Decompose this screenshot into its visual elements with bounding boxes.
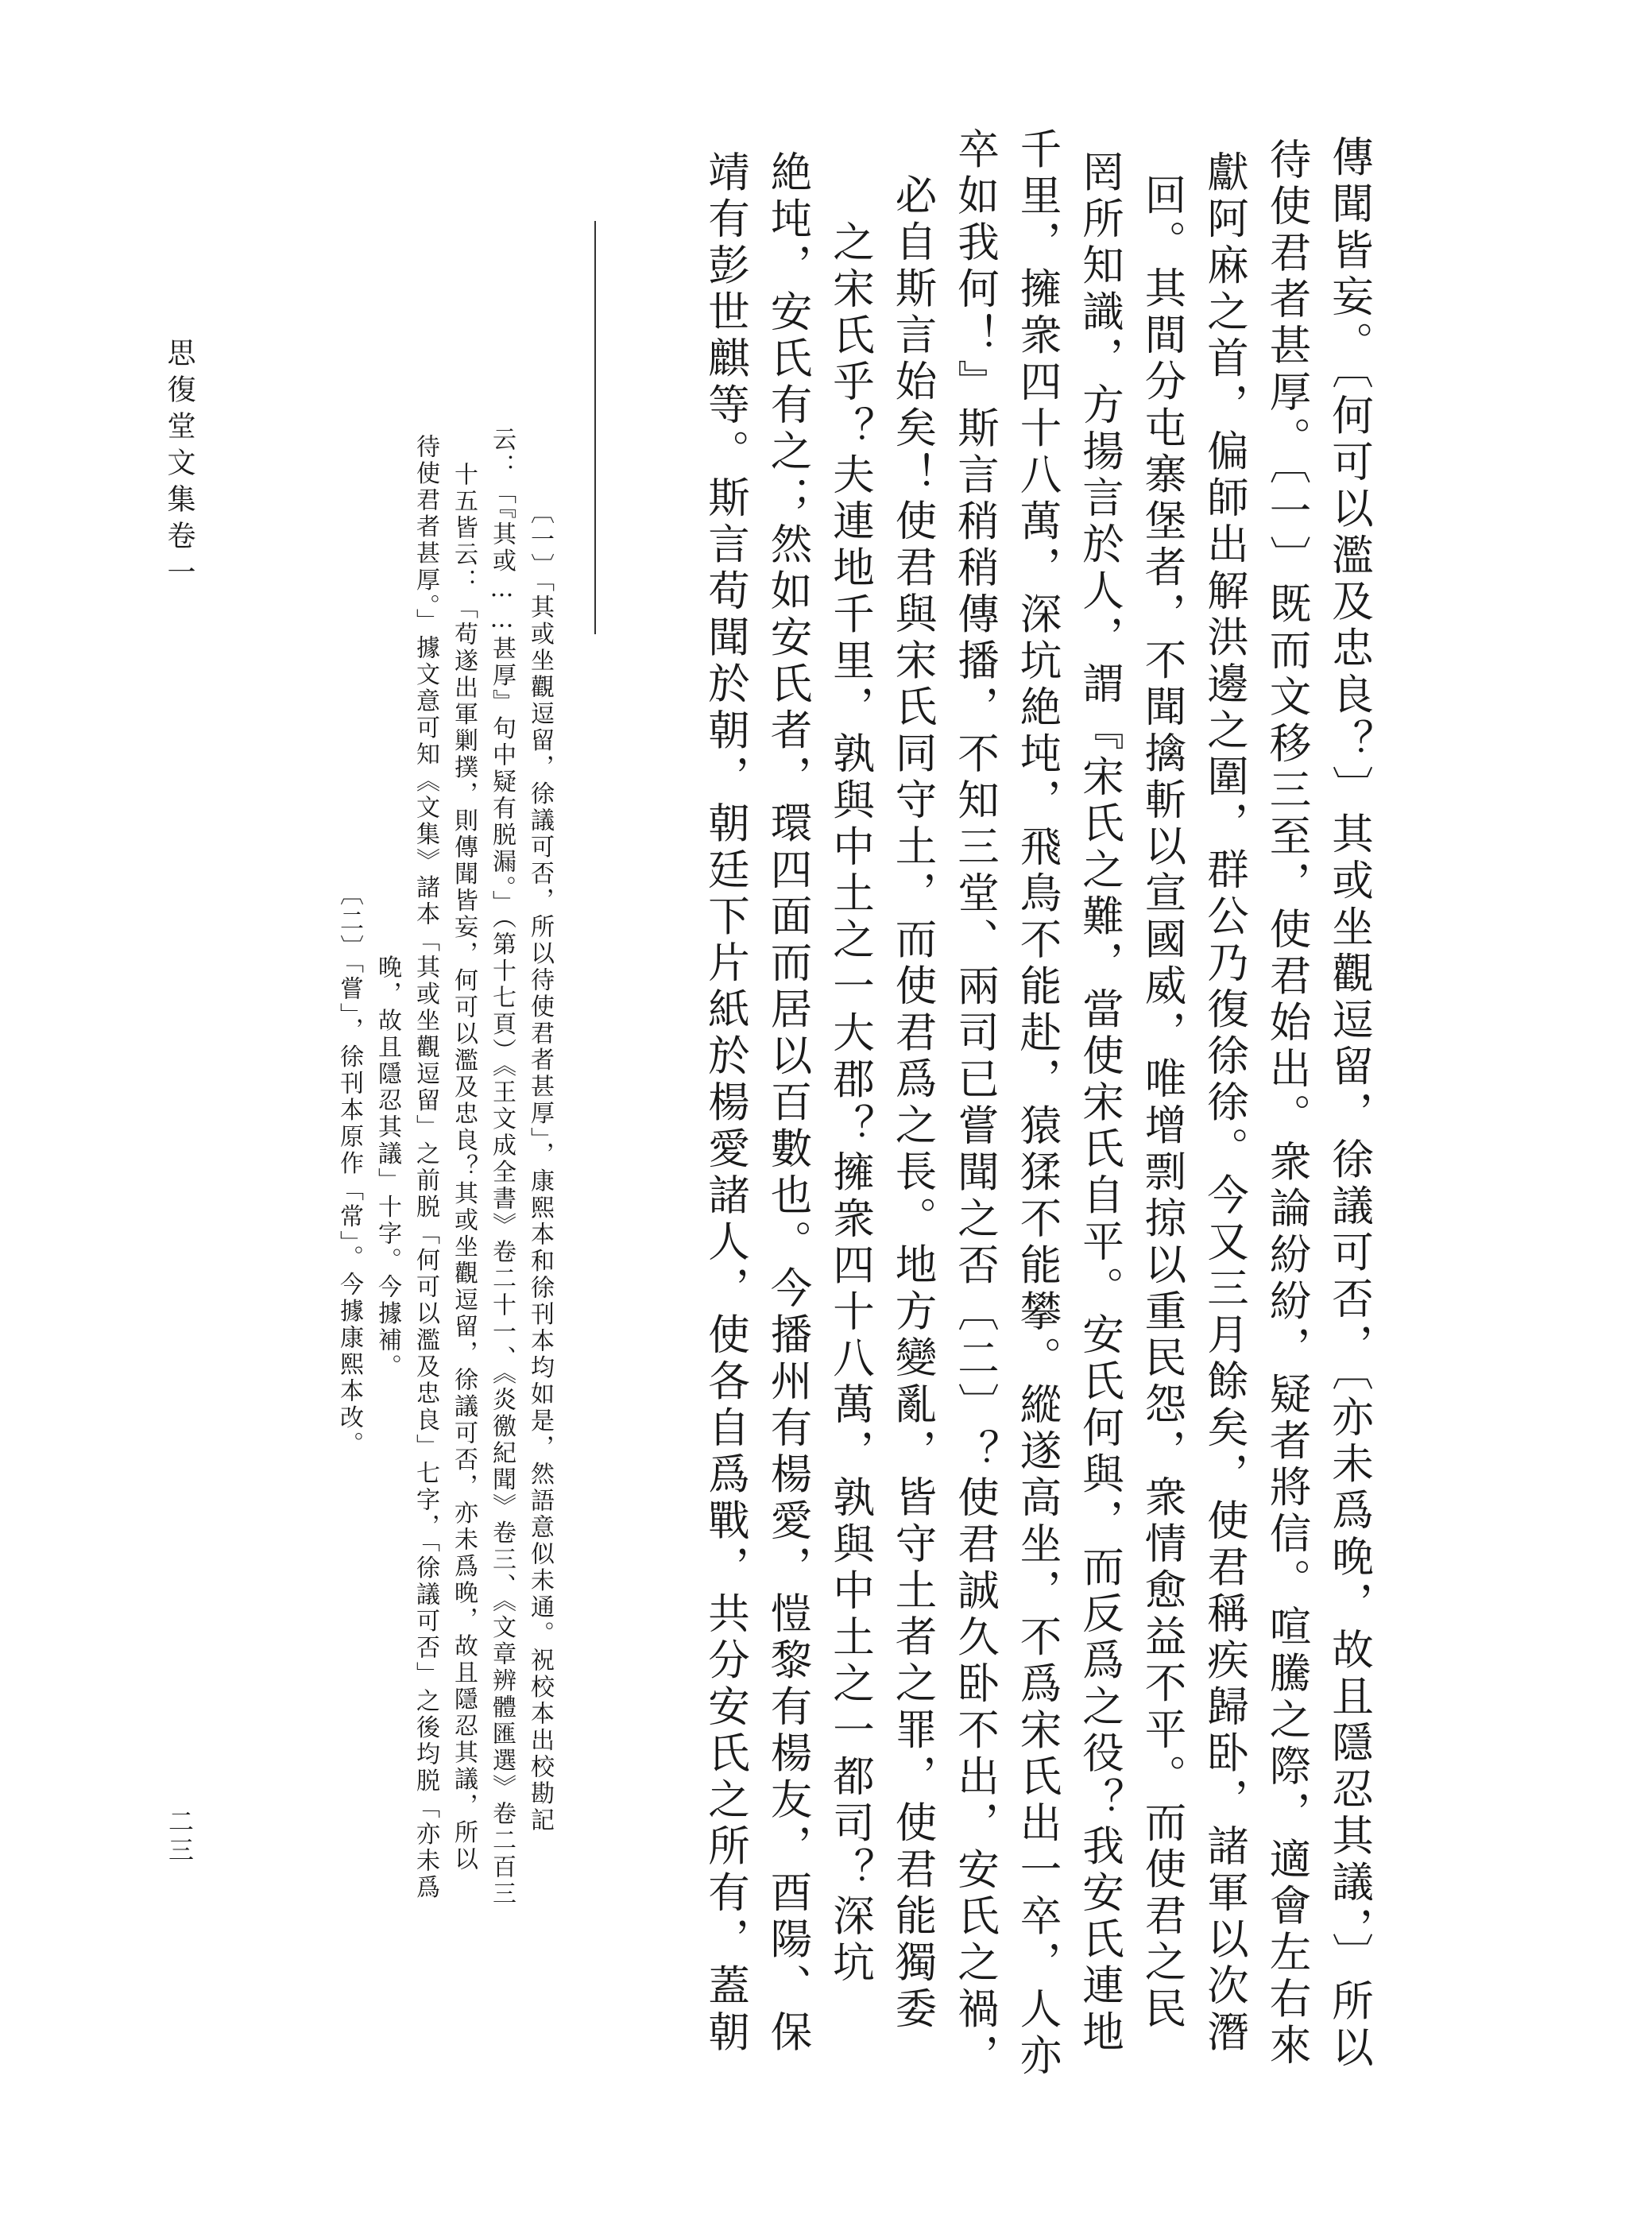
main-column-1: 傳聞皆妄。〔何可以濫及忠良？〕其或坐觀逗留，徐議可否，〔亦未爲晚，故且隱忍其議，〕所以 [1325,134,1374,2072]
running-title: 思復堂文集卷一 [163,338,195,594]
footnotes [323,234,554,1907]
note-column-4: 待使君者甚厚。」據文意可知《文集》諸本「其或坐觀逗留」之前脱「何可以濫及忠良」七字，「徐議可否」之後均脱「亦未爲 [412,433,439,1901]
note-column-5: 晚，故且隱忍其議」十字。今據補。 [373,954,401,1381]
main-column-8: 必自斯言始矣！使君與宋氏同守土，而使君爲之長。地方變亂，皆守土者之罪，使君能獨委 [888,173,938,2033]
note-column-3: 十五皆云：「苟遂出軍剿撲，則傳聞皆妄，何可以濫及忠良？其或坐觀逗留，徐議可否，亦未爲晚，故且隱忍其議，所以 [450,461,478,1873]
note-column-1: 〔一〕「其或坐觀逗留，徐議可否，所以待使君者甚厚」，康熙本和徐刊本均如是，然語意似未通。祝校本出校勘記 [526,500,554,1834]
note-column-2: 云：「『其或……甚厚』句中疑有脱漏。」（第十七頁）《王文成全書》卷二十一、《炎徼紀聞》卷三、《文章辨體匯選》卷二百三 [488,427,516,1907]
main-column-9: 之宋氏乎？夫連地千里，孰與中土之一大郡？擁衆四十八萬，孰與中土之一都司？深坑 [826,219,875,1987]
notes-divider [594,221,596,634]
main-body [684,126,1374,2080]
main-column-5: 罔所知識，方揚言於人，謂『宋氏之難，當使宋氏自平。安氏何與，而反爲之役？我安氏連地 [1076,149,1124,2057]
page-number: 二三 [164,1808,195,1865]
main-column-2: 待使君者甚厚。〔一〕既而文移三至，使君始出。衆論紛紛，疑者將信。喧騰之際，適會左右來 [1263,137,1312,2070]
main-column-3: 獻阿麻之首，偏師出解洪邊之圍，群公乃復徐徐。今又三月餘矣，使君稱疾歸卧，諸軍以次潛 [1201,149,1249,2057]
main-column-11: 靖有彭世麒等。斯言苟聞於朝，朝廷下片紙於楊愛諸人，使各自爲戰，共分安氏之所有，蓋朝 [702,149,750,2057]
note-column-6: 〔二〕「嘗」，徐刊本原作「常」。今據康熙本改。 [335,881,363,1458]
main-column-7: 卒如我何！』斯言稍稍傳播，不知三堂、兩司已嘗聞之否〔二〕？使君誠久卧不出，安氏之禍， [951,126,1000,2080]
main-column-6: 千里，擁衆四十八萬，深坑絶坉，飛鳥不能赴，猿猱不能攀。縱遂高坐，不爲宋氏出一卒，人亦 [1013,126,1062,2080]
main-column-4: 回。其間分屯寨堡者，不聞擒斬以宣國威，唯增剽掠以重民怨，衆情愈益不平。而使君之民 [1138,173,1187,2033]
main-column-10: 絶坉，安氏有之；然如安氏者，環四面而居以百數也。今播州有楊愛，愷黎有楊友，酉陽、保 [764,149,813,2057]
